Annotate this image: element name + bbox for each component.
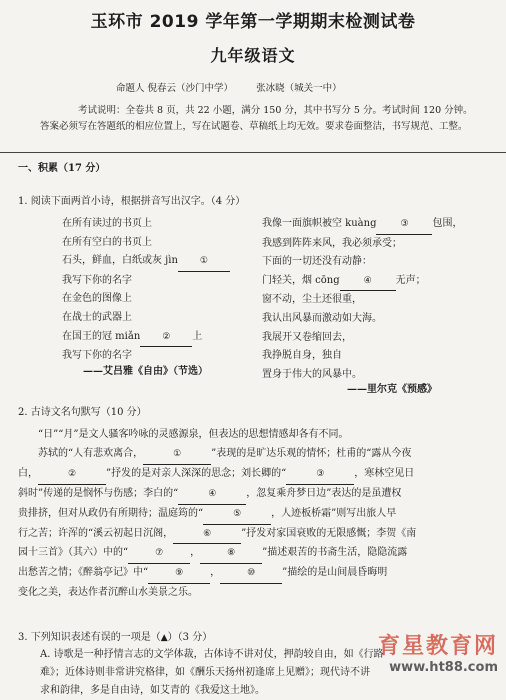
text-line	[18, 564, 486, 584]
text-segment: ”抒发的是对亲人深深的思念；刘长卿的“	[106, 467, 287, 479]
poem-line	[262, 310, 462, 329]
poem-text: 门轻关，烟 cōng	[262, 274, 340, 286]
poem-2	[262, 215, 462, 384]
watermark-text: 育星教育网	[377, 634, 498, 659]
section-heading: 一、积累（17 分）	[18, 163, 106, 174]
poem-1	[62, 215, 230, 366]
text-segment: ”描述艰苦的书斋生活，隐隐流露	[262, 547, 408, 559]
text-segment: ”抒发对家国衰败的无限感慨；李贺《南	[241, 527, 417, 539]
text-segment: 园十三首》（其六）中的“	[18, 547, 129, 559]
text-segment: 出愁苦之情；《醉翁亭记》中“	[18, 567, 149, 579]
poem-text: 我认出风暴而激动如大海。	[262, 312, 382, 324]
poem-line	[62, 290, 230, 309]
poem-text: 我写下你的名字	[62, 274, 132, 286]
poem-text: 我写下你的名字	[62, 350, 132, 362]
answer-mark: ▲	[160, 633, 168, 643]
text-segment: ”描绘的是山间晨昏晦明	[282, 567, 388, 579]
text-segment: 贵排挤，但对从政仍有所期待；温庭筠的“	[18, 507, 204, 519]
poem-text: 包围，	[432, 218, 463, 229]
poem-text: 上	[192, 330, 203, 342]
option-line: A. 诗歌是一种抒情言志的文学体裁，古体诗不讲对仗，押韵较自由，如《行路	[40, 649, 384, 660]
poem-line	[62, 328, 230, 348]
text-segment: ，人迹板桥霜”则写出旅人早	[271, 507, 397, 519]
answer-blank: ⑥	[173, 525, 241, 545]
text-line	[18, 544, 486, 564]
answer-blank: ④	[178, 485, 246, 505]
poem-line	[62, 252, 230, 272]
question-3-stem	[18, 628, 212, 643]
poem-line	[62, 215, 230, 234]
question-3-text: 3. 下列知识表述有误的一项是（	[18, 632, 161, 643]
answer-blank: ②	[140, 328, 192, 348]
poem-text: 石头，鲜血，白纸或灰 jìn	[62, 255, 178, 267]
poem-text: 我挣脱自身，独自	[262, 350, 342, 362]
question-2-body	[18, 426, 486, 603]
answer-blank: ⑨	[148, 564, 210, 584]
exam-subtitle: 九年级语文	[210, 46, 296, 65]
poem-text: 在所有读过的书页上	[62, 218, 152, 229]
option-line: 求和韵律，多是自由诗，如艾青的《我爱这土地》。	[40, 685, 265, 696]
text-segment: ，寒林空见日	[354, 467, 415, 479]
question-3-score: ）（3 分）	[167, 632, 213, 643]
text-segment: 斜时”传递的是悯怀与伤感；李白的“	[18, 487, 179, 499]
answer-blank: ③	[286, 465, 354, 485]
poem-text: 我像一面旗帜被空 kuàng	[262, 218, 377, 229]
poem-line	[62, 234, 230, 253]
poem-text: 在金色的图像上	[62, 293, 132, 305]
text-line	[18, 485, 486, 505]
text-segment: 变化之美，表达作者沉醉山水美景之乐。	[18, 587, 198, 599]
answer-blank: ⑧	[200, 544, 262, 564]
answer-blank: ①	[143, 445, 211, 465]
text-segment: 白，	[18, 467, 38, 479]
text-line	[18, 525, 486, 545]
poem-line	[262, 347, 462, 366]
divider	[0, 152, 506, 153]
exam-title: 玉环市 2019 学年第一学期期末检测试卷	[90, 12, 416, 32]
poem-text: 无声；	[395, 274, 426, 286]
poem-text: 下面的一切还没有动静：	[262, 256, 372, 268]
author-2: 张冰晓（城关一中）	[256, 83, 342, 94]
question-2-stem: 2. 古诗文名句默写（10 分）	[18, 407, 147, 418]
poem-line	[262, 272, 462, 292]
author-1: 命题人 倪春云（沙门中学）	[116, 83, 234, 94]
answer-blank: ②	[38, 465, 106, 485]
poem-text: 在国王的冠 miǎn	[62, 330, 141, 342]
text-segment: ，忽复乘舟梦日边”表达的是虽遭权	[246, 487, 402, 499]
poem-line	[262, 253, 462, 272]
poem-line	[262, 329, 462, 348]
poem-text: 在战士的武器上	[62, 311, 132, 323]
text-line	[18, 505, 486, 525]
answer-blank: ①	[178, 252, 230, 272]
answer-blank: ⑤	[203, 505, 271, 525]
question-1-stem: 1. 阅读下面两首小诗，根据拼音写出汉字。（4 分）	[18, 196, 246, 207]
answer-blank: ⑩	[220, 564, 282, 584]
poem-text: 窗不动，尘土还很重，	[262, 294, 362, 306]
answer-blank: ④	[340, 272, 396, 292]
exam-notice: 考试说明：全卷共 8 页，共 22 小题，满分 150 分，其中书写分 5 分。考试时间 120 分钟。答案必须写在答题纸的相应位置上，写在试题卷、草稿纸上均无效。要求卷面整洁，书写规范、工整。	[40, 105, 473, 132]
text-segment: ”表现的是旷达乐观的情怀；杜甫的“露从今夜	[211, 447, 412, 459]
answer-blank: ⑦	[128, 544, 190, 564]
poem-text: 我感到阵阵来风，我必须承受；	[262, 237, 402, 249]
poem-text: 在所有空白的书页上	[62, 236, 152, 248]
paragraph	[18, 426, 486, 445]
text-line	[18, 584, 486, 603]
option-line: 难》；近体诗则非常讲究格律，如《酬乐天扬州初逢席上见赠》；现代诗不讲	[40, 667, 370, 678]
poem-line	[62, 272, 230, 291]
poem-2-attribution: ——里尔克《预感》	[347, 384, 437, 395]
watermark-url: www.ht88.com	[389, 660, 498, 675]
text-segment: 苏轼的“人有悲欢离合，	[38, 447, 144, 459]
paragraph-text: “日”“月”是文人骚客吟咏的灵感源泉，但表达的思想情感却各有不同。	[38, 429, 349, 440]
poem-line	[262, 215, 462, 235]
poem-line	[262, 235, 462, 254]
text-segment: 行之苦；许浑的“溪云初起日沉阁，	[18, 527, 174, 539]
answer-blank: ③	[376, 215, 432, 235]
text-line	[18, 445, 486, 465]
text-line	[18, 465, 486, 485]
poem-line	[262, 291, 462, 310]
poem-1-attribution: ——艾吕雅《自由》（节选）	[83, 366, 208, 377]
text-segment: ，	[190, 547, 201, 559]
poem-line	[62, 309, 230, 328]
poem-text: 我展开又卷缩回去，	[262, 331, 352, 343]
authors	[116, 80, 362, 94]
poem-text: 置身于伟大的风暴中。	[262, 368, 362, 380]
text-segment: ，	[210, 567, 221, 579]
watermark	[378, 629, 498, 675]
